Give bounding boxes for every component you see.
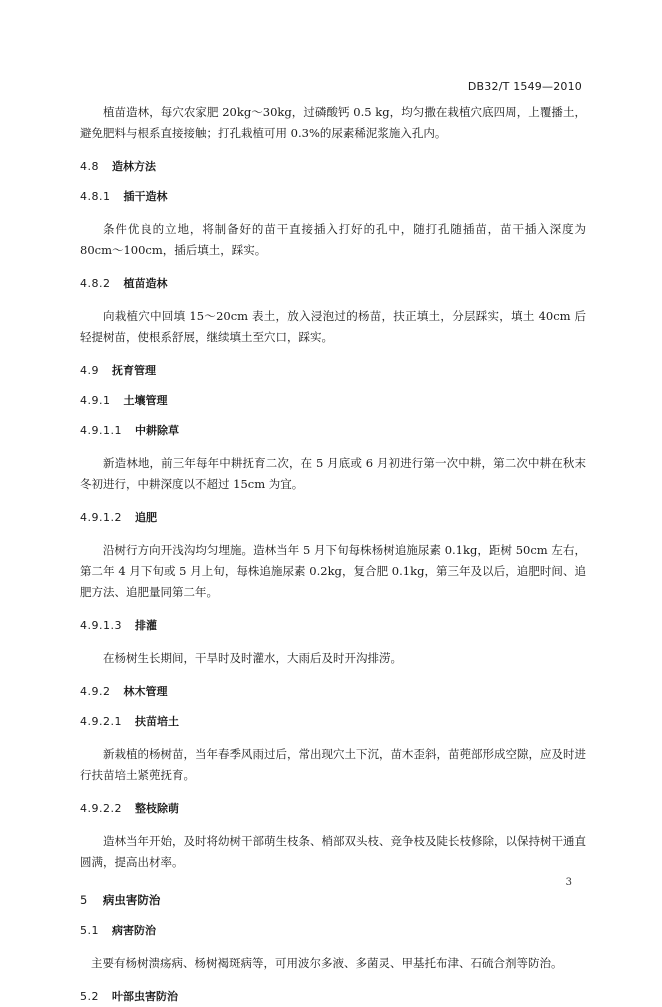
section-heading xyxy=(80,273,586,294)
section-title: 林木管理 xyxy=(123,685,168,698)
section-heading xyxy=(80,890,586,911)
section-heading xyxy=(80,420,586,441)
page-content xyxy=(80,102,586,1007)
section-heading xyxy=(80,986,586,1007)
section-number: 4.9 xyxy=(80,364,99,377)
spacer xyxy=(80,669,586,681)
spacer xyxy=(80,941,586,953)
body-paragraph: 向栽植穴中回填 15～20cm 表土，放入浸泡过的杨苗，扶正填土，分层踩实，填土 40cm 后轻提树苗，使根系舒展，继续填土至穴口，踩实。 xyxy=(80,309,586,344)
section-number: 4.9.1 xyxy=(80,394,111,407)
section-heading xyxy=(80,711,586,732)
spacer xyxy=(80,294,586,306)
spacer xyxy=(80,207,586,219)
spacer xyxy=(80,911,586,920)
body-paragraph: 新栽植的杨树苗，当年春季风雨过后，常出现穴土下沉，苗木歪斜，苗蔸部形成空隙，应及时进行扶苗培土紧蔸抚育。 xyxy=(80,747,586,782)
section-number: 5.1 xyxy=(80,924,99,937)
body-paragraph: 沿树行方向开浅沟均匀埋施。造林当年 5 月下旬每株杨树追施尿素 0.1kg，距树 50cm 左右，第二年 4 月下旬或 5 月上旬，每株追施尿素 0.2kg，复合肥 0.1kg，第三年及以后，追肥时间、追肥方法、追肥量同第二年。 xyxy=(80,543,586,599)
spacer xyxy=(80,636,586,648)
section-number: 4.9.2.1 xyxy=(80,715,122,728)
section-title: 病虫害防治 xyxy=(102,893,161,907)
spacer xyxy=(80,603,586,615)
section-number: 4.8.1 xyxy=(80,190,111,203)
section-title: 追肥 xyxy=(134,511,157,524)
section-title: 插干造林 xyxy=(123,190,168,203)
section-number: 4.9.1.2 xyxy=(80,511,122,524)
spacer xyxy=(80,177,586,186)
body-paragraph: 在杨树生长期间，干旱时及时灌水，大雨后及时开沟排涝。 xyxy=(103,651,402,665)
section-title: 叶部虫害防治 xyxy=(112,990,178,1003)
body-paragraph: 新造林地，前三年每年中耕抚育二次，在 5 月底或 6 月初进行第一次中耕，第二次中耕在秋末冬初进行，中耕深度以不超过 15cm 为宜。 xyxy=(80,456,586,491)
spacer xyxy=(80,495,586,507)
spacer xyxy=(80,381,586,390)
spacer xyxy=(80,974,586,986)
body-paragraph: 主要有杨树溃疡病、杨树褐斑病等，可用波尔多液、多菌灵、甲基托布津、石硫合剂等防治。 xyxy=(91,956,563,970)
section-heading xyxy=(80,681,586,702)
section-heading xyxy=(80,920,586,941)
spacer xyxy=(80,411,586,420)
section-heading xyxy=(80,798,586,819)
section-number: 5 xyxy=(80,893,88,907)
section-title: 中耕除草 xyxy=(134,424,179,437)
section-heading xyxy=(80,390,586,411)
spacer xyxy=(80,261,586,273)
section-title: 扶苗培土 xyxy=(134,715,179,728)
section-number: 4.9.2 xyxy=(80,685,111,698)
section-heading xyxy=(80,360,586,381)
section-number: 4.9.1.1 xyxy=(80,424,122,437)
section-heading xyxy=(80,186,586,207)
section-number: 4.8.2 xyxy=(80,277,111,290)
spacer xyxy=(80,348,586,360)
section-number: 4.8 xyxy=(80,160,99,173)
section-title: 整枝除萌 xyxy=(134,802,179,815)
spacer xyxy=(80,786,586,798)
spacer xyxy=(80,441,586,453)
body-paragraph: 条件优良的立地，将制备好的苗干直接插入打好的孔中，随打孔随插苗，苗干插入深度为 80cm～100cm，插后填土，踩实。 xyxy=(80,222,586,257)
section-heading xyxy=(80,615,586,636)
section-title: 造林方法 xyxy=(112,160,156,173)
spacer xyxy=(80,528,586,540)
body-paragraph: 造林当年开始，及时将幼树干部萌生枝条、梢部双头枝、竞争枝及陡长枝修除，以保持树干通直圆满，提高出材率。 xyxy=(80,834,586,869)
section-title: 植苗造林 xyxy=(123,277,168,290)
section-title: 抚育管理 xyxy=(112,364,156,377)
spacer xyxy=(80,873,586,890)
section-title: 病害防治 xyxy=(112,924,156,937)
spacer xyxy=(80,732,586,744)
spacer xyxy=(80,702,586,711)
section-title: 土壤管理 xyxy=(123,394,168,407)
body-paragraph: 植苗造林，每穴农家肥 20kg～30kg，过磷酸钙 0.5 kg，均匀撒在栽植穴底四周，上覆播土，避免肥料与根系直接接触；打孔栽植可用 0.3%的尿素稀泥浆施入孔内。 xyxy=(80,105,586,140)
document-code: DB32/T 1549—2010 xyxy=(467,80,582,93)
page-number: 3 xyxy=(565,877,572,888)
section-number: 4.9.1.3 xyxy=(80,619,122,632)
section-heading xyxy=(80,507,586,528)
section-title: 排灌 xyxy=(134,619,157,632)
section-number: 4.9.2.2 xyxy=(80,802,122,815)
section-heading xyxy=(80,156,586,177)
spacer xyxy=(80,144,586,156)
spacer xyxy=(80,819,586,831)
section-number: 5.2 xyxy=(80,990,99,1003)
